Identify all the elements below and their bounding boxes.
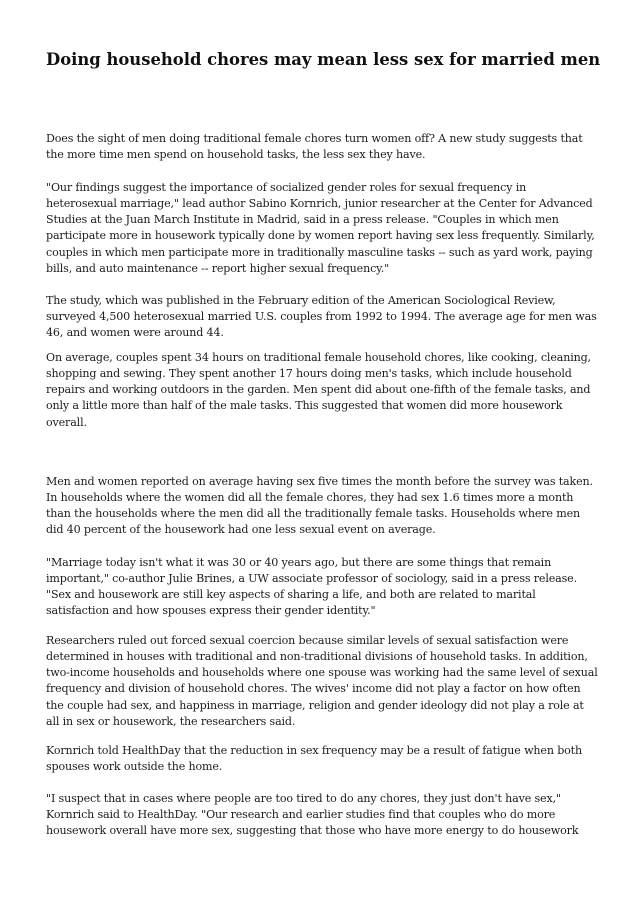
article-paragraph: On average, couples spent 34 hours on traditional female household chores, like cooking, cleaning, shopping and sewing. They spent another 17 hours doing men's tasks, which include household repairs and working outdoors in the garden. Men spent did about one-fifth of the female tasks, and only a little more than half of the male tasks. This suggested that women did more housework overall. xyxy=(46,351,591,429)
article-paragraph: "I suspect that in cases where people are too tired to do any chores, they just don't have sex," Kornrich said to HealthDay. "Our research and earlier studies find that couples who do more housework overall have more sex, suggesting that those who have more energy to do housework xyxy=(46,792,579,838)
article-paragraph: Kornrich told HealthDay that the reduction in sex frequency may be a result of fatigue when both spouses work outside the home. xyxy=(46,744,582,774)
article-paragraph: "Marriage today isn't what it was 30 or 40 years ago, but there are some things that remain important," co-author Julie Brines, a UW associate professor of sociology, said in a press release. "Sex and housework are still key aspects of sharing a life, and both are related to marital satisfaction and how spouses express their gender identity." xyxy=(46,556,577,618)
article-paragraph: "Our findings suggest the importance of socialized gender roles for sexual frequency in heterosexual marriage," lead author Sabino Kornrich, junior researcher at the Center for Advanced Studies at the Juan March Institute in Madrid, said in a press release. "Couples in which men participate more in housework typically done by women report having sex less frequently. Similarly, couples in which men participate more in traditionally masculine tasks -- such as yard work, paying bills, and auto maintenance -- report higher sexual frequency." xyxy=(46,181,595,275)
article-paragraph: The study, which was published in the February edition of the American Sociological Review, surveyed 4,500 heterosexual married U.S. couples from 1992 to 1994. The average age for men was 46, and women were around 44. xyxy=(46,294,597,340)
article-paragraph: Researchers ruled out forced sexual coercion because similar levels of sexual satisfaction were determined in houses with traditional and non-traditional divisions of household tasks. In addition, two-income households and households where one spouse was working had the same level of sexual frequency and division of household chores. The wives' income did not play a factor on how often the couple had sex, and happiness in marriage, religion and gender ideology did not play a role at all in sex or housework, the researchers said. xyxy=(46,634,598,728)
article-paragraph: Does the sight of men doing traditional female chores turn women off? A new study suggests that the more time men spend on household tasks, the less sex they have. xyxy=(46,132,583,162)
article-paragraph: Men and women reported on average having sex five times the month before the survey was taken. In households where the women did all the female chores, they had sex 1.6 times more a month than the households where the men did all the traditionally female tasks. Households where men did 40 percent of the housework had one less sexual event on average. xyxy=(46,475,593,537)
article-title: Doing household chores may mean less sex for married men xyxy=(46,50,601,69)
